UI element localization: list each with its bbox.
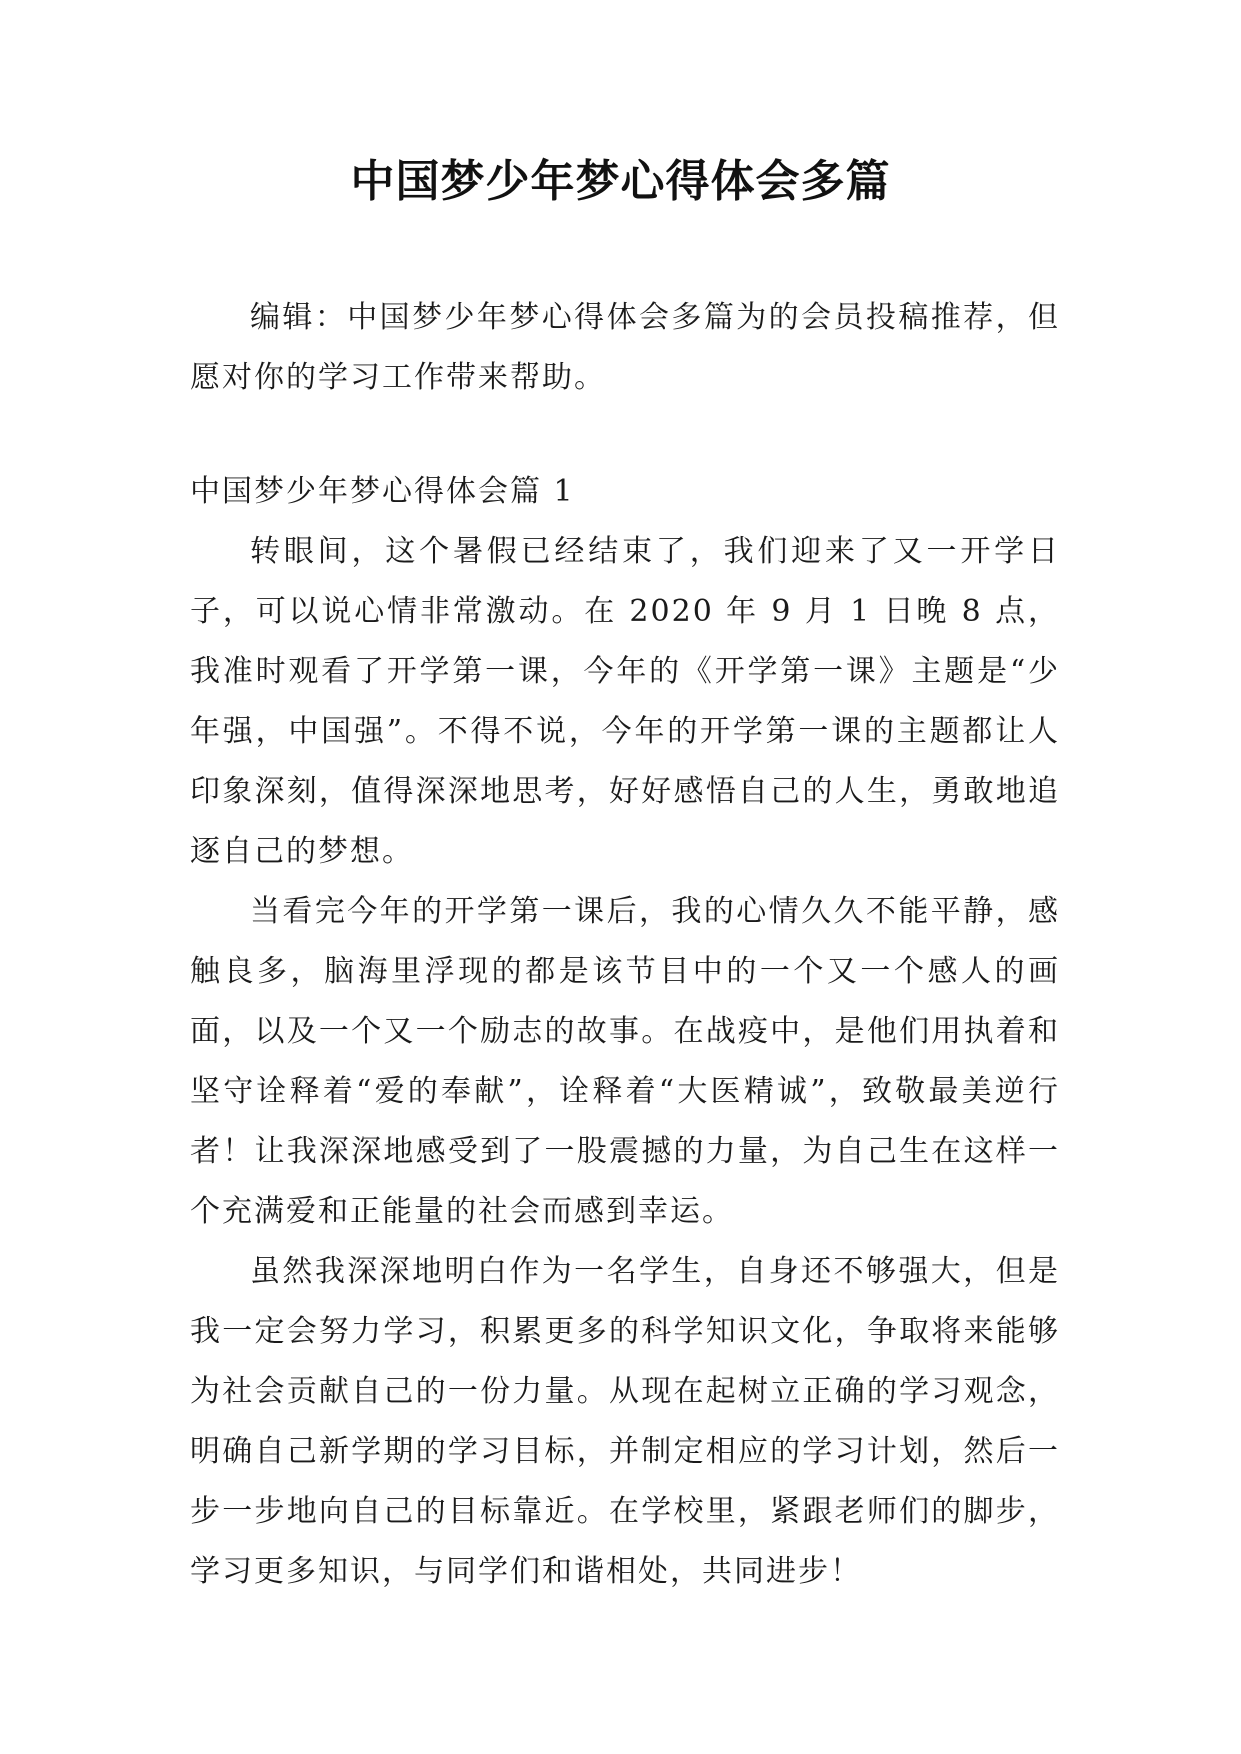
paragraph: 当看完今年的开学第一课后，我的心情久久不能平静，感触良多，脑海里浮现的都是该节目中的一个又一个感人的画面，以及一个又一个励志的故事。在战疫中，是他们用执着和坚守诠释着“爱的奉献”，诠释着“大医精诚”，致敬最美逆行者！让我深深地感受到了一股震撼的力量，为自己生在这样一个充满爱和正能量的社会而感到幸运。 (190, 894, 1060, 1229)
document-title: 中国梦少年梦心得体会多篇 (350, 156, 891, 207)
paragraph: 转眼间，这个暑假已经结束了，我们迎来了又一开学日子，可以说心情非常激动。在 2020 年 9 月 1 日晚 8 点，我准时观看了开学第一课，今年的《开学第一课》主题是“少年强，中国强”。不得不说，今年的开学第一课的主题都让人印象深刻，值得深深地思考，好好感悟自己的人生，勇敢地追逐自己的梦想。 (190, 534, 1060, 869)
paragraph: 虽然我深深地明白作为一名学生，自身还不够强大，但是我一定会努力学习，积累更多的科学知识文化，争取将来能够为社会贡献自己的一份力量。从现在起树立正确的学习观念，明确自己新学期的学习目标，并制定相应的学习计划，然后一步一步地向自己的目标靠近。在学校里，紧跟老师们的脚步，学习更多知识，与同学们和谐相处，共同进步！ (190, 1254, 1060, 1589)
section-heading: 中国梦少年梦心得体会篇 1 (190, 474, 575, 509)
section-content (190, 522, 1060, 1602)
intro-paragraph: 编辑：中国梦少年梦心得体会多篇为的会员投稿推荐，但愿对你的学习工作带来帮助。 (190, 300, 1060, 395)
